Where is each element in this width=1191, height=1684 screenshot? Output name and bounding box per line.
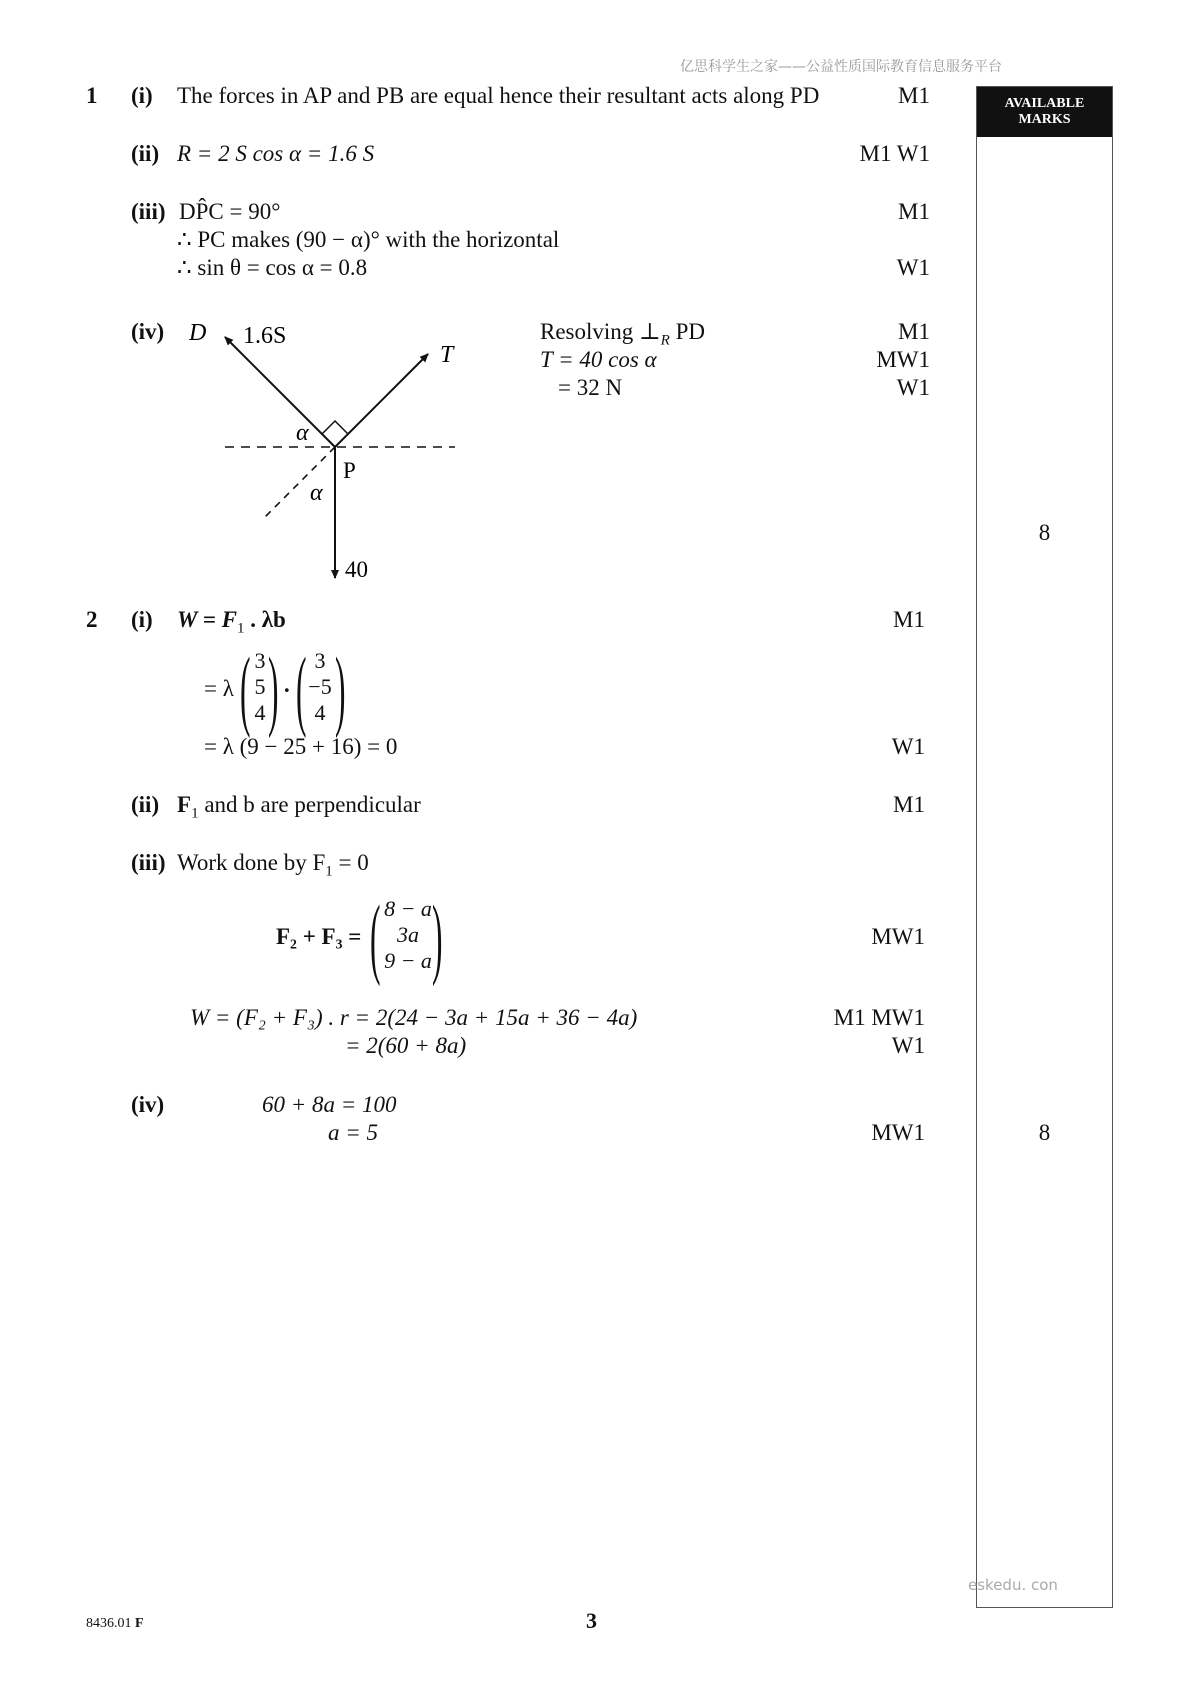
work-done-sub: 1: [325, 863, 333, 880]
q2-i-sub: 1: [236, 620, 245, 637]
f2-f3-label: F₂ + F₃ =: [276, 924, 362, 949]
vec-sum-2: 3a: [397, 922, 419, 947]
vec-b-left-paren: (: [296, 640, 307, 739]
footer-watermark: eskedu. con: [968, 1576, 1058, 1594]
vec-a-1: 3: [254, 648, 266, 673]
q1-iii-mark3: W1: [896, 255, 930, 280]
header-watermark: 亿思科学生之家——公益性质国际教育信息服务平台: [680, 59, 1002, 75]
q2-i-mark3: W1: [891, 734, 925, 759]
q2-iii-line1: [177, 849, 369, 886]
paper-code: 8436.01: [86, 1616, 132, 1631]
q2-number: 2: [86, 607, 98, 632]
q2-iii-mark-w1: M1 MW1: [833, 1005, 925, 1030]
vec-b-1: 3: [314, 648, 326, 673]
page-number: 3: [586, 1608, 597, 1633]
q2-i-label: (i): [131, 607, 153, 632]
q1-iii-line1: DP̂C = 90°: [179, 199, 281, 224]
q2-i-w-eq: W = F: [177, 607, 237, 632]
q1-iii-line3: ∴ sin θ = cos α = 0.8: [177, 255, 368, 280]
resolving-end: PD: [669, 319, 705, 344]
q1-iv-line2: T = 40 cos α: [540, 347, 657, 372]
q1-iii-line2: ∴ PC makes (90 − α)° with the horizontal: [177, 227, 560, 252]
vec-sum-left-paren: (: [370, 888, 381, 987]
q1-iv-label: (iv): [131, 319, 165, 344]
vec-a-3: 4: [254, 700, 266, 725]
label-alpha-lower: α: [310, 480, 323, 506]
q2-total-marks: 8: [1038, 1120, 1051, 1145]
label-1-6s: 1.6S: [243, 323, 287, 349]
vec-sum-1: 8 − a: [384, 896, 432, 921]
q1-ii-text: R = 2 S cos α = 1.6 S: [177, 141, 375, 166]
vec-b: [303, 648, 337, 726]
label-d: D: [189, 320, 207, 346]
q2-ii-mark: M1: [893, 792, 925, 817]
q2-iii-label: (iii): [131, 850, 166, 875]
marks-header-line1: AVAILABLE: [1004, 96, 1085, 111]
dashed-extension-line: [265, 447, 335, 517]
marks-header-line2: MARKS: [1018, 112, 1071, 127]
dot-symbol: ·: [283, 678, 291, 703]
work-done-text: Work done by F: [177, 850, 326, 875]
vec-a-right-paren: ): [268, 640, 279, 739]
vec-b-right-paren: ): [335, 640, 346, 739]
q1-iii-label: (iii): [131, 199, 166, 224]
q1-ii-mark: M1 W1: [859, 141, 930, 166]
q2-iii-mark-w2: W1: [891, 1033, 925, 1058]
vec-a-2: 5: [254, 674, 266, 699]
vec-b-3: 4: [314, 700, 326, 725]
available-marks-header: [977, 87, 1112, 137]
q1-iv-line3: = 32 N: [558, 375, 623, 400]
q2-ii-label: (ii): [131, 792, 160, 817]
vec-a-left-paren: (: [240, 640, 251, 739]
vec-sum-3: 9 − a: [384, 948, 432, 973]
q2-i-line1: [177, 606, 286, 643]
q2-iv-mark2: MW1: [871, 1120, 925, 1145]
q2-i-mark1: M1: [893, 607, 925, 632]
q1-number: 1: [86, 83, 98, 108]
q1-i-mark: M1: [898, 83, 930, 108]
q1-iv-mark1: M1: [898, 319, 930, 344]
q2-ii-sub: 1: [191, 805, 199, 822]
force-arrow-pd: [225, 337, 335, 447]
available-marks-column: [976, 86, 1113, 1608]
q2-iii-mark-sum: MW1: [871, 924, 925, 949]
vec-sum-right-paren: ): [432, 888, 443, 987]
label-alpha-upper: α: [296, 420, 309, 446]
resolving-sub: R: [660, 332, 670, 349]
label-p: P: [343, 458, 356, 483]
q1-iv-mark3: W1: [896, 375, 930, 400]
label-t: T: [440, 342, 454, 368]
q2-ii-f: F: [177, 792, 192, 817]
footer-paper-code: [86, 1616, 144, 1632]
force-diagram: [185, 310, 475, 590]
q1-i-text: The forces in AP and PB are equal hence their resultant acts along PD: [177, 83, 820, 108]
q2-iii-work-line1: W = (F₂ + F₃) . r = 2(24 − 3a + 15a + 36 − 4a): [190, 1005, 638, 1030]
label-40: 40: [345, 557, 368, 582]
q2-i-eq-prefix: = λ: [204, 676, 234, 701]
q1-i-label: (i): [131, 83, 153, 108]
q1-ii-label: (ii): [131, 141, 160, 166]
q2-i-line3: = λ (9 − 25 + 16) = 0: [204, 734, 398, 759]
force-arrow-t: [335, 354, 428, 447]
paper-code-suffix: F: [135, 1616, 144, 1631]
q1-iv-mark2: MW1: [876, 347, 930, 372]
vec-b-2: −5: [308, 674, 332, 699]
q2-ii-text: [177, 791, 421, 828]
q1-total-marks: 8: [1038, 520, 1051, 545]
vec-sum: [378, 896, 438, 974]
q2-iv-line1: 60 + 8a = 100: [262, 1092, 397, 1117]
q2-iv-label: (iv): [131, 1092, 165, 1117]
q2-ii-rest: and b are perpendicular: [198, 792, 421, 817]
resolving-text: Resolving ⊥: [540, 319, 661, 344]
work-done-end: = 0: [332, 850, 369, 875]
right-angle-marker: [322, 421, 348, 447]
q2-iv-line2: a = 5: [328, 1120, 379, 1145]
q1-iii-mark1: M1: [898, 199, 930, 224]
q2-i-lambda-b: . λb: [244, 607, 286, 632]
q2-iii-work-line2: = 2(60 + 8a): [345, 1033, 467, 1058]
